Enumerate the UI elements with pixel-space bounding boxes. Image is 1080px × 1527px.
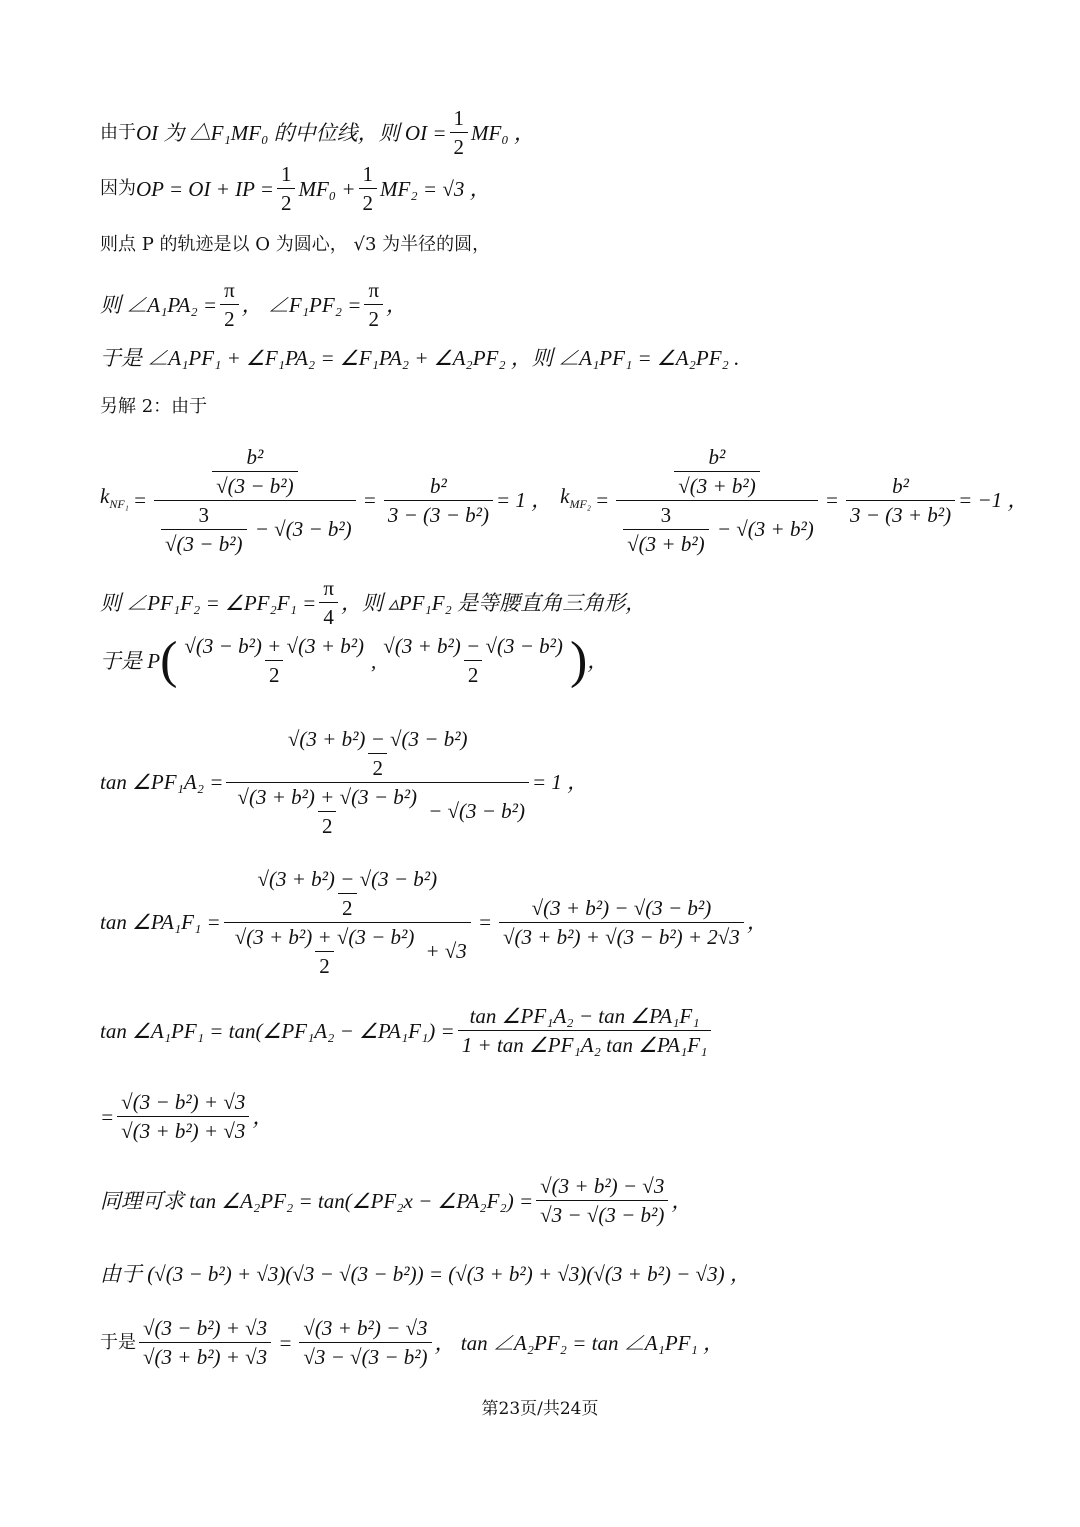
- math: 则 ∠A₁PA₂ =: [100, 292, 218, 317]
- text: 由于: [100, 121, 136, 143]
- line-slopes: $k_{NF_1}$ = $\frac{\text{b²}}{\text{√(3 − b²)}}$ $\frac{3}{\text{√(3 − b²)}}$ − √(3 − b²) = $\frac{\text{b²}}{\text{3 − (3 − b²)}}$ = 1 ， $k_{MF_2}$ = $\frac{\text{b²}}{\text{√(3 + b²)}}$ $\frac{3}{\text{√(3 + b²)}}$ − √(3 + b²) = $\frac{\text{b²}}{\text{3 − (3 + b²)}}$ = −1 ，: [100, 444, 1029, 556]
- page-footer: 第23页/共24页: [481, 1399, 599, 1419]
- line-midline: [100, 106, 535, 159]
- line-right-angles: [100, 278, 407, 331]
- complex-fraction: $\frac{\text{√(3 + b²) − √(3 − b²)}}{2}$ $\frac{\text{√(3 + b²) + √(3 − b²)}}{2}$ + √3: [224, 867, 471, 978]
- text: 于是: [100, 1331, 136, 1353]
- math: 由于 (√(3 − b²) + √3)(√3 − √(3 − b²)) = (√(3 + b²) + √3)(√(3 + b²) − √3) ，: [100, 1262, 751, 1286]
- math: MF₀ ，: [471, 120, 535, 145]
- line-tan-a1pf1: [100, 1004, 714, 1057]
- fraction: $\frac{\text{√(3 + b²) − √(3 − b²)}}{2}$: [383, 634, 563, 687]
- line-similarly: 同理可求 tan ∠A₂PF₂ = tan(∠PF₂x − ∠PA₂F₂) = $\frac{\text{√(3 + b²) − √3}}{\text{√3 − √(3 − b²)}}$ ，: [100, 1174, 693, 1227]
- fraction: $\frac{1}{2}$: [450, 106, 469, 159]
- math: 于是 P: [100, 648, 161, 673]
- math: 则 ∠PF₁F₂ = ∠PF₂F₁ =: [100, 590, 317, 615]
- fraction: $\frac{\pi}{4}$: [319, 576, 338, 629]
- fraction: $\frac{\text{tan ∠PF₁A₂ − tan ∠PA₁F₁}}{\text{1 + tan ∠PF₁A₂ tan ∠PA₁F₁}}$: [458, 1004, 712, 1057]
- math: MF₀ +: [298, 176, 356, 201]
- math: OI 为 △F₁MF₀ 的中位线，则 OI =: [136, 120, 447, 145]
- math: tan ∠A₁PF₁ = tan(∠PF₁A₂ − ∠PA₁F₁) =: [100, 1018, 455, 1043]
- fraction: $\frac{1}{2}$: [277, 162, 296, 215]
- fraction: $\frac{1}{2}$: [359, 162, 378, 215]
- fraction: $\frac{\text{√(3 + b²) − √3}}{\text{√3 − √(3 − b²)}}$: [536, 1174, 668, 1227]
- fraction: $\frac{\text{b²}}{\text{3 − (3 − b²)}}$: [384, 474, 493, 527]
- text: 因为: [100, 177, 136, 199]
- math: ，则 ▵PF₁F₂ 是等腰直角三角形，: [340, 590, 647, 615]
- line-point-p: 于是 P ( $\frac{\text{√(3 − b²) + √(3 + b²)}}{2}$ , $\frac{\text{√(3 + b²) − √(3 − b²)}}{2}$ ) ，: [100, 631, 609, 689]
- line-tan-pf1a2: tan ∠PF₁A₂ = $\frac{\text{√(3 + b²) − √(3 − b²)}}{2}$ $\frac{\text{√(3 + b²) + √(3 − b²)}}{2}$ − √(3 − b²) = 1 ，: [100, 726, 589, 838]
- fraction: $\frac{\text{√(3 + b²) − √3}}{\text{√3 − √(3 − b²)}}$: [299, 1316, 431, 1369]
- line-product-equality: [100, 1262, 751, 1287]
- fraction: $\frac{\text{√(3 − b²) + √3}}{\text{√(3 + b²) + √3}}$: [139, 1316, 271, 1369]
- math: ，: [386, 292, 408, 317]
- math: OP = OI + IP =: [136, 176, 274, 201]
- slope-k2: $k_{MF_2}$: [560, 483, 591, 512]
- line-conclusion: 于是 $\frac{\text{√(3 − b²) + √3}}{\text{√(3 + b²) + √3}}$ = $\frac{\text{√(3 + b²) − √3}}{\text{√3 − √(3 − b²)}}$ ， tan ∠A₂PF₂ = tan ∠A₁PF₁ ，: [100, 1316, 725, 1369]
- fraction: $\frac{\pi}{2}$: [364, 278, 383, 331]
- complex-fraction: $\frac{\text{√(3 + b²) − √(3 − b²)}}{2}$ $\frac{\text{√(3 + b²) + √(3 − b²)}}{2}$ − √(3 − b²): [226, 727, 529, 838]
- line-angle-equality: [100, 346, 739, 371]
- fraction: $\frac{\text{√(3 − b²) + √(3 + b²)}}{2}$: [184, 634, 365, 687]
- line-locus: [100, 232, 490, 257]
- line-simplified: = $\frac{\text{√(3 − b²) + √3}}{\text{√(3 + b²) + √3}}$ ，: [100, 1090, 274, 1143]
- math: ， ∠F₁PF₂ =: [241, 292, 362, 317]
- math: 于是 ∠A₁PF₁ + ∠F₁PA₂ = ∠F₁PA₂ + ∠A₂PF₂ ，则 ∠A₁PF₁ = ∠A₂PF₂ .: [100, 346, 740, 370]
- line-op-length: [100, 162, 491, 215]
- math: MF₂ = √3 ，: [380, 176, 491, 201]
- line-isosceles: [100, 576, 646, 629]
- complex-fraction-2: $\frac{\text{b²}}{\text{√(3 + b²)}}$ $\frac{3}{\text{√(3 + b²)}}$ − √(3 + b²): [616, 445, 818, 556]
- fraction: $\frac{\text{√(3 + b²) − √(3 − b²)}}{\text{√(3 + b²) + √(3 − b²) + 2√3}}$: [499, 896, 744, 949]
- math: tan ∠PA₁F₁ =: [100, 910, 221, 934]
- text: 另解 2：由于: [100, 396, 208, 417]
- fraction: $\frac{\pi}{2}$: [220, 278, 239, 331]
- text: 则点 P 的轨迹是以 O 为圆心， √3 为半径的圆，: [100, 234, 491, 255]
- fraction: $\frac{\text{√(3 − b²) + √3}}{\text{√(3 + b²) + √3}}$: [117, 1090, 249, 1143]
- line-tan-pa1f1: tan ∠PA₁F₁ = $\frac{\text{√(3 + b²) − √(3 − b²)}}{2}$ $\frac{\text{√(3 + b²) + √(3 − b²)}}{2}$ + √3 = $\frac{\text{√(3 + b²) − √(3 − b²)}}{\text{√(3 + b²) + √(3 − b²) + 2√3}}$ ，: [100, 866, 768, 978]
- math: 同理可求 tan ∠A₂PF₂ = tan(∠PF₂x − ∠PA₂F₂) =: [100, 1188, 534, 1213]
- line-alt-solution: [100, 394, 207, 419]
- fraction: $\frac{\text{b²}}{\text{3 − (3 + b²)}}$: [846, 474, 955, 527]
- complex-fraction-1: $\frac{\text{b²}}{\text{√(3 − b²)}}$ $\frac{3}{\text{√(3 − b²)}}$ − √(3 − b²): [154, 445, 356, 556]
- slope-k1: $k_{NF_1}$: [100, 483, 129, 512]
- math: tan ∠PF₁A₂ =: [100, 770, 224, 794]
